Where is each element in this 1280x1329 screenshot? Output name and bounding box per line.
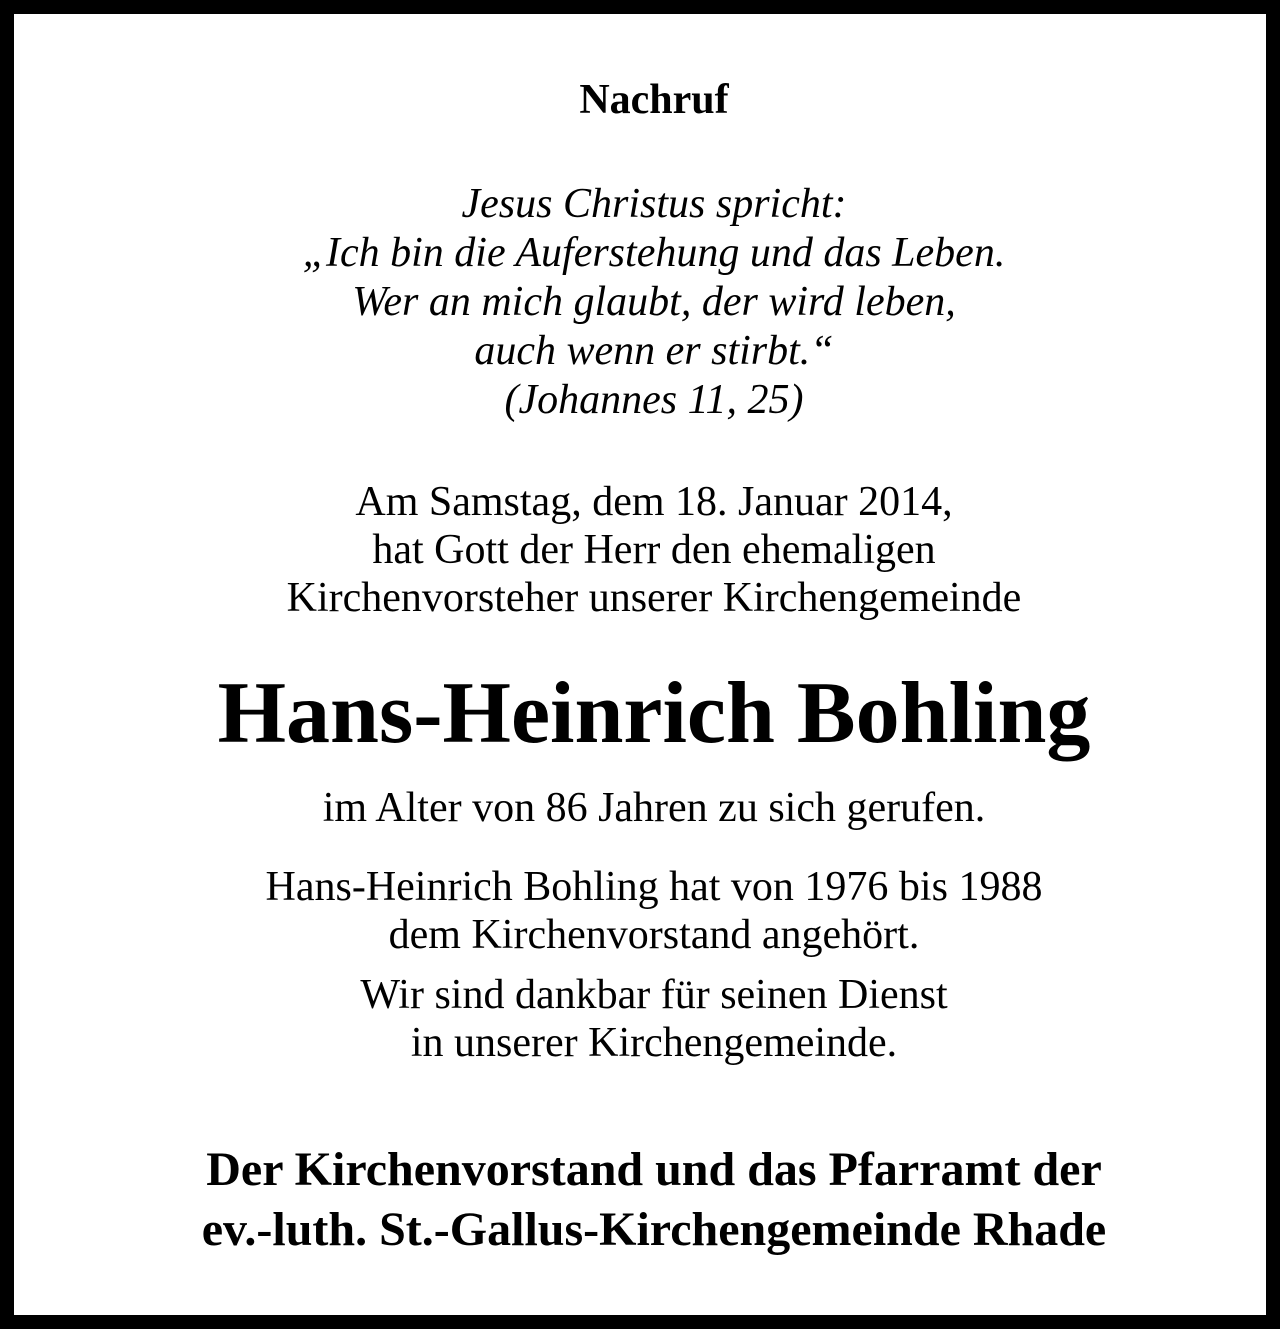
signature-line: ev.-luth. St.-Gallus-Kirchengemeinde Rhade [201,1203,1107,1256]
service-line: Hans-Heinrich Bohling hat von 1976 bis 1988 [265,864,1043,910]
quote-line: „Ich bin die Auferstehung und das Leben. [302,230,1006,276]
quote-reference: (Johannes 11, 25) [504,377,804,423]
service-line: dem Kirchenvorstand angehört. [388,912,920,958]
announcement-line: Kirchenvorsteher unserer Kirchengemeinde [286,575,1022,621]
age-line: im Alter von 86 Jahren zu sich gerufen. [322,785,986,831]
gratitude-line: Wir sind dankbar für seinen Dienst [360,972,948,1018]
signature-line: Der Kirchenvorstand und das Pfarramt der [206,1143,1102,1196]
heading: Nachruf [579,77,729,123]
gratitude-line: in unserer Kirchengemeinde. [410,1020,898,1066]
announcement-line: hat Gott der Herr den ehemaligen [372,527,936,573]
announcement-line: Am Samstag, dem 18. Januar 2014, [355,479,953,525]
deceased-name: Hans-Heinrich Bohling [217,665,1091,762]
quote-line: auch wenn er stirbt.“ [474,328,834,374]
quote-line: Jesus Christus spricht: [461,181,847,227]
quote-line: Wer an mich glaubt, der wird leben, [352,279,956,325]
